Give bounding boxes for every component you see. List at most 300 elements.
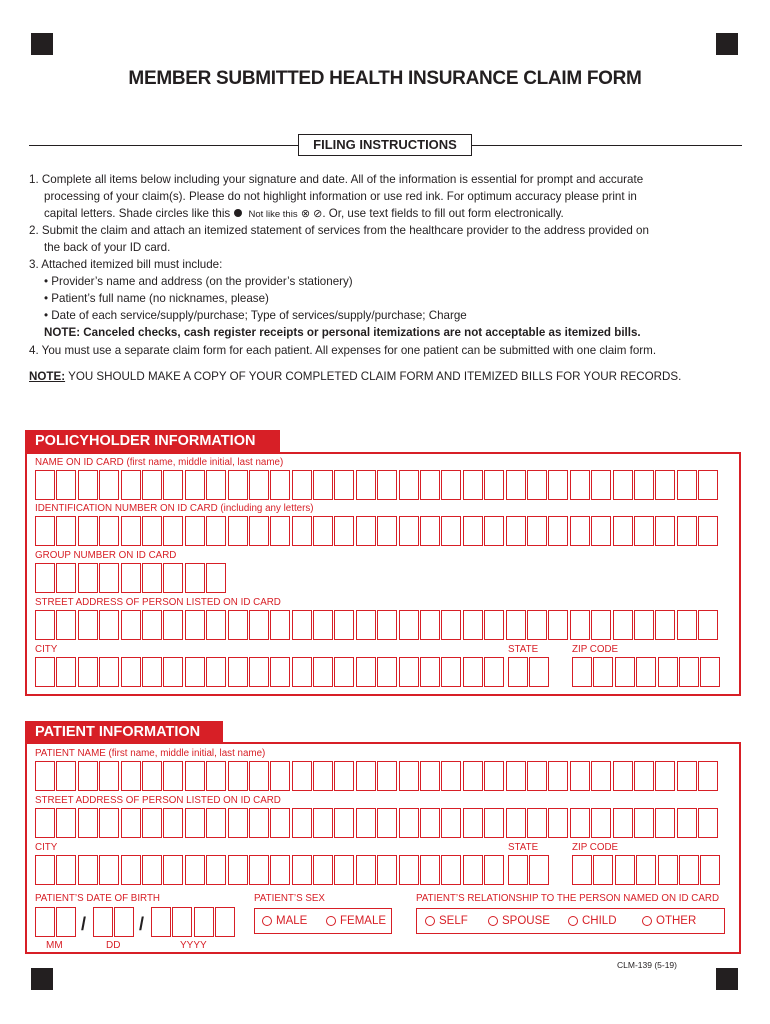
char-box[interactable] — [548, 761, 568, 791]
char-box[interactable] — [35, 808, 55, 838]
ph-group-field[interactable] — [35, 563, 228, 593]
radio-circle-icon — [425, 916, 435, 926]
char-box[interactable] — [249, 657, 269, 687]
child-label: CHILD — [582, 915, 617, 927]
char-box[interactable] — [356, 761, 376, 791]
char-box[interactable] — [56, 855, 76, 885]
form-code: CLM-139 (5-19) — [617, 960, 677, 970]
char-box[interactable] — [249, 610, 269, 640]
char-box[interactable] — [142, 563, 162, 593]
char-box[interactable] — [228, 610, 248, 640]
char-box[interactable] — [463, 470, 483, 500]
char-box[interactable] — [591, 516, 611, 546]
char-box[interactable] — [78, 761, 98, 791]
sex-female-radio[interactable] — [326, 915, 386, 928]
instruction-1c-post: . Or, use text fields to fill out form electronically. — [322, 207, 564, 220]
char-box[interactable] — [163, 855, 183, 885]
char-box[interactable] — [228, 855, 248, 885]
char-box[interactable] — [484, 808, 504, 838]
pt-city-field[interactable] — [35, 855, 506, 885]
char-box[interactable] — [163, 610, 183, 640]
char-box[interactable] — [56, 907, 76, 937]
char-box[interactable] — [636, 657, 656, 687]
char-box[interactable] — [78, 610, 98, 640]
char-box[interactable] — [206, 563, 226, 593]
ph-state-label: STATE — [508, 644, 539, 655]
char-box[interactable] — [99, 563, 119, 593]
char-box[interactable] — [313, 470, 333, 500]
pt-street-field[interactable] — [35, 808, 720, 838]
ph-group-label: GROUP NUMBER ON ID CARD — [35, 550, 177, 561]
pt-name-field[interactable] — [35, 761, 720, 791]
char-box[interactable] — [441, 761, 461, 791]
char-box[interactable] — [356, 516, 376, 546]
char-box[interactable] — [677, 516, 697, 546]
char-box[interactable] — [698, 808, 718, 838]
char-box[interactable] — [698, 516, 718, 546]
char-box[interactable] — [121, 563, 141, 593]
pt-sex-label: PATIENT’S SEX — [254, 893, 325, 904]
instruction-1c-pre: capital letters. Shade circles like this — [44, 207, 231, 220]
ph-state-field[interactable] — [508, 657, 551, 687]
char-box[interactable] — [270, 610, 290, 640]
char-box[interactable] — [142, 657, 162, 687]
pt-dob-month-field[interactable] — [35, 907, 78, 937]
char-box[interactable] — [441, 808, 461, 838]
char-box[interactable] — [334, 470, 354, 500]
sex-male-radio[interactable] — [262, 915, 307, 928]
char-box[interactable] — [572, 657, 592, 687]
form-title: MEMBER SUBMITTED HEALTH INSURANCE CLAIM FORM — [128, 68, 642, 89]
char-box[interactable] — [185, 563, 205, 593]
char-box[interactable] — [399, 610, 419, 640]
char-box[interactable] — [484, 657, 504, 687]
char-box[interactable] — [35, 855, 55, 885]
char-box[interactable] — [56, 516, 76, 546]
char-box[interactable] — [506, 470, 526, 500]
char-box[interactable] — [163, 761, 183, 791]
char-box[interactable] — [463, 610, 483, 640]
pt-state-field[interactable] — [508, 855, 551, 885]
char-box[interactable] — [185, 808, 205, 838]
char-box[interactable] — [121, 808, 141, 838]
pt-city-label: CITY — [35, 842, 58, 853]
char-box[interactable] — [313, 610, 333, 640]
char-box[interactable] — [206, 470, 226, 500]
char-box[interactable] — [142, 808, 162, 838]
char-box[interactable] — [356, 657, 376, 687]
registration-mark-top-right — [716, 33, 738, 55]
char-box[interactable] — [570, 516, 590, 546]
char-box[interactable] — [142, 761, 162, 791]
pt-dob-year-field[interactable] — [151, 907, 237, 937]
char-box[interactable] — [334, 657, 354, 687]
char-box[interactable] — [420, 516, 440, 546]
dob-separator-1: / — [81, 914, 87, 934]
char-box[interactable] — [206, 855, 226, 885]
char-box[interactable] — [35, 610, 55, 640]
char-box[interactable] — [613, 761, 633, 791]
char-box[interactable] — [698, 470, 718, 500]
char-box[interactable] — [677, 761, 697, 791]
char-box[interactable] — [206, 808, 226, 838]
male-label: MALE — [276, 915, 308, 927]
char-box[interactable] — [506, 761, 526, 791]
char-box[interactable] — [121, 657, 141, 687]
char-box[interactable] — [572, 855, 592, 885]
char-box[interactable] — [591, 470, 611, 500]
char-box[interactable] — [356, 470, 376, 500]
char-box[interactable] — [249, 516, 269, 546]
char-box[interactable] — [591, 610, 611, 640]
char-box[interactable] — [677, 610, 697, 640]
ph-zip-field[interactable] — [572, 657, 722, 687]
char-box[interactable] — [35, 563, 55, 593]
char-box[interactable] — [121, 761, 141, 791]
char-box[interactable] — [142, 610, 162, 640]
dob-yyyy-hint: YYYY — [180, 940, 207, 951]
char-box[interactable] — [99, 855, 119, 885]
instruction-2b: the back of your ID card. — [44, 241, 171, 254]
char-box[interactable] — [228, 808, 248, 838]
char-box[interactable] — [634, 808, 654, 838]
char-box[interactable] — [356, 610, 376, 640]
char-box[interactable] — [292, 855, 312, 885]
char-box[interactable] — [399, 470, 419, 500]
char-box[interactable] — [172, 907, 192, 937]
char-box[interactable] — [655, 470, 675, 500]
char-box[interactable] — [529, 657, 549, 687]
char-box[interactable] — [313, 516, 333, 546]
char-box[interactable] — [142, 516, 162, 546]
char-box[interactable] — [399, 761, 419, 791]
char-box[interactable] — [484, 610, 504, 640]
char-box[interactable] — [593, 657, 613, 687]
char-box[interactable] — [228, 516, 248, 546]
char-box[interactable] — [377, 657, 397, 687]
char-box[interactable] — [420, 657, 440, 687]
char-box[interactable] — [570, 470, 590, 500]
char-box[interactable] — [377, 761, 397, 791]
char-box[interactable] — [313, 657, 333, 687]
divider-left — [29, 145, 299, 146]
char-box[interactable] — [292, 516, 312, 546]
char-box[interactable] — [463, 516, 483, 546]
char-box[interactable] — [377, 516, 397, 546]
char-box[interactable] — [700, 657, 720, 687]
char-box[interactable] — [570, 610, 590, 640]
char-box[interactable] — [99, 470, 119, 500]
pt-dob-day-field[interactable] — [93, 907, 136, 937]
char-box[interactable] — [677, 808, 697, 838]
char-box[interactable] — [270, 808, 290, 838]
char-box[interactable] — [78, 808, 98, 838]
char-box[interactable] — [292, 470, 312, 500]
char-box[interactable] — [185, 610, 205, 640]
char-box[interactable] — [636, 855, 656, 885]
char-box[interactable] — [334, 855, 354, 885]
filled-circle-icon — [234, 209, 242, 217]
char-box[interactable] — [313, 761, 333, 791]
char-box[interactable] — [99, 610, 119, 640]
char-box[interactable] — [151, 907, 171, 937]
spouse-label: SPOUSE — [502, 915, 550, 927]
char-box[interactable] — [484, 761, 504, 791]
other-label: OTHER — [656, 915, 697, 927]
char-box[interactable] — [570, 761, 590, 791]
rel-other-radio[interactable] — [642, 915, 696, 928]
char-box[interactable] — [249, 470, 269, 500]
char-box[interactable] — [591, 808, 611, 838]
char-box[interactable] — [206, 761, 226, 791]
char-box[interactable] — [56, 610, 76, 640]
char-box[interactable] — [249, 855, 269, 885]
radio-circle-icon — [262, 916, 272, 926]
ph-street-field[interactable] — [35, 610, 720, 640]
char-box[interactable] — [270, 470, 290, 500]
char-box[interactable] — [548, 516, 568, 546]
char-box[interactable] — [163, 470, 183, 500]
char-box[interactable] — [121, 610, 141, 640]
char-box[interactable] — [527, 761, 547, 791]
char-box[interactable] — [634, 610, 654, 640]
char-box[interactable] — [78, 855, 98, 885]
ph-city-field[interactable] — [35, 657, 506, 687]
female-label: FEMALE — [340, 915, 387, 927]
char-box[interactable] — [484, 855, 504, 885]
char-box[interactable] — [56, 808, 76, 838]
char-box[interactable] — [529, 855, 549, 885]
char-box[interactable] — [78, 563, 98, 593]
char-box[interactable] — [399, 808, 419, 838]
char-box[interactable] — [441, 610, 461, 640]
char-box[interactable] — [163, 657, 183, 687]
char-box[interactable] — [185, 657, 205, 687]
char-box[interactable] — [249, 761, 269, 791]
char-box[interactable] — [35, 516, 55, 546]
char-box[interactable] — [99, 516, 119, 546]
char-box[interactable] — [613, 610, 633, 640]
char-box[interactable] — [334, 610, 354, 640]
char-box[interactable] — [356, 808, 376, 838]
char-box[interactable] — [698, 610, 718, 640]
char-box[interactable] — [334, 761, 354, 791]
char-box[interactable] — [463, 657, 483, 687]
char-box[interactable] — [441, 516, 461, 546]
char-box[interactable] — [56, 563, 76, 593]
char-box[interactable] — [163, 563, 183, 593]
char-box[interactable] — [441, 657, 461, 687]
char-box[interactable] — [78, 657, 98, 687]
char-box[interactable] — [527, 808, 547, 838]
char-box[interactable] — [527, 516, 547, 546]
char-box[interactable] — [441, 470, 461, 500]
char-box[interactable] — [548, 470, 568, 500]
char-box[interactable] — [313, 855, 333, 885]
instruction-4: 4. You must use a separate claim form for each patient. All expenses for one patient can be submitted with one claim form. — [29, 344, 657, 357]
char-box[interactable] — [249, 808, 269, 838]
char-box[interactable] — [484, 470, 504, 500]
char-box[interactable] — [228, 470, 248, 500]
ph-city-label: CITY — [35, 644, 58, 655]
char-box[interactable] — [420, 761, 440, 791]
char-box[interactable] — [35, 907, 55, 937]
instruction-1c-not: Not like this — [248, 209, 298, 220]
pt-dob-label: PATIENT’S DATE OF BIRTH — [35, 893, 161, 904]
char-box[interactable] — [99, 657, 119, 687]
char-box[interactable] — [114, 907, 134, 937]
char-box[interactable] — [99, 808, 119, 838]
char-box[interactable] — [655, 808, 675, 838]
char-box[interactable] — [56, 761, 76, 791]
char-box[interactable] — [698, 761, 718, 791]
char-box[interactable] — [78, 470, 98, 500]
registration-mark-top-left — [31, 33, 53, 55]
char-box[interactable] — [634, 516, 654, 546]
char-box[interactable] — [93, 907, 113, 937]
registration-mark-bottom-right — [716, 968, 738, 990]
char-box[interactable] — [78, 516, 98, 546]
char-box[interactable] — [270, 855, 290, 885]
char-box[interactable] — [615, 855, 635, 885]
char-box[interactable] — [35, 761, 55, 791]
rel-child-radio[interactable] — [568, 915, 617, 928]
char-box[interactable] — [399, 657, 419, 687]
char-box[interactable] — [163, 808, 183, 838]
dob-mm-hint: MM — [46, 940, 63, 951]
char-box[interactable] — [292, 808, 312, 838]
char-box[interactable] — [591, 761, 611, 791]
char-box[interactable] — [613, 516, 633, 546]
instruction-bullet-1: • Provider’s name and address (on the provider’s stationery) — [44, 275, 353, 288]
radio-circle-icon — [488, 916, 498, 926]
char-box[interactable] — [356, 855, 376, 885]
char-box[interactable] — [121, 516, 141, 546]
char-box[interactable] — [527, 610, 547, 640]
char-box[interactable] — [613, 808, 633, 838]
char-box[interactable] — [658, 657, 678, 687]
char-box[interactable] — [506, 516, 526, 546]
instruction-1a: 1. Complete all items below including your signature and date. All of the information is essential for prompt and accurate — [29, 173, 644, 186]
char-box[interactable] — [463, 761, 483, 791]
rel-spouse-radio[interactable] — [488, 915, 550, 928]
char-box[interactable] — [527, 470, 547, 500]
char-box[interactable] — [634, 470, 654, 500]
char-box[interactable] — [163, 516, 183, 546]
char-box[interactable] — [420, 610, 440, 640]
char-box[interactable] — [677, 470, 697, 500]
char-box[interactable] — [56, 470, 76, 500]
char-box[interactable] — [377, 855, 397, 885]
filing-instructions-header: FILING INSTRUCTIONS — [298, 134, 472, 156]
char-box[interactable] — [270, 657, 290, 687]
ph-name-field[interactable] — [35, 470, 720, 500]
char-box[interactable] — [463, 808, 483, 838]
char-box[interactable] — [570, 808, 590, 838]
char-box[interactable] — [35, 470, 55, 500]
char-box[interactable] — [634, 761, 654, 791]
char-box[interactable] — [655, 610, 675, 640]
char-box[interactable] — [655, 761, 675, 791]
char-box[interactable] — [121, 855, 141, 885]
char-box[interactable] — [334, 808, 354, 838]
instruction-1b: processing of your claim(s). Please do not highlight information or use red ink. For optimum accuracy please print in — [44, 190, 637, 203]
char-box[interactable] — [292, 761, 312, 791]
char-box[interactable] — [377, 470, 397, 500]
char-box[interactable] — [142, 855, 162, 885]
char-box[interactable] — [206, 657, 226, 687]
char-box[interactable] — [548, 808, 568, 838]
char-box[interactable] — [377, 610, 397, 640]
char-box[interactable] — [613, 470, 633, 500]
char-box[interactable] — [206, 610, 226, 640]
char-box[interactable] — [700, 855, 720, 885]
char-box[interactable] — [185, 516, 205, 546]
char-box[interactable] — [655, 516, 675, 546]
char-box[interactable] — [399, 855, 419, 885]
self-label: SELF — [439, 915, 468, 927]
char-box[interactable] — [334, 516, 354, 546]
radio-circle-icon — [642, 916, 652, 926]
char-box[interactable] — [142, 470, 162, 500]
char-box[interactable] — [508, 855, 528, 885]
char-box[interactable] — [679, 657, 699, 687]
pt-name-label: PATIENT NAME (first name, middle initial, last name) — [35, 748, 266, 759]
char-box[interactable] — [420, 808, 440, 838]
char-box[interactable] — [377, 808, 397, 838]
char-box[interactable] — [399, 516, 419, 546]
char-box[interactable] — [121, 470, 141, 500]
char-box[interactable] — [506, 808, 526, 838]
char-box[interactable] — [185, 470, 205, 500]
char-box[interactable] — [194, 907, 214, 937]
char-box[interactable] — [185, 761, 205, 791]
char-box[interactable] — [270, 761, 290, 791]
char-box[interactable] — [185, 855, 205, 885]
char-box[interactable] — [463, 855, 483, 885]
char-box[interactable] — [506, 610, 526, 640]
char-box[interactable] — [292, 610, 312, 640]
char-box[interactable] — [228, 657, 248, 687]
ph-zip-label: ZIP CODE — [572, 644, 619, 655]
char-box[interactable] — [593, 855, 613, 885]
char-box[interactable] — [99, 761, 119, 791]
char-box[interactable] — [270, 516, 290, 546]
dob-dd-hint: DD — [106, 940, 121, 951]
char-box[interactable] — [420, 470, 440, 500]
char-box[interactable] — [441, 855, 461, 885]
char-box[interactable] — [484, 516, 504, 546]
char-box[interactable] — [206, 516, 226, 546]
char-box[interactable] — [658, 855, 678, 885]
instruction-note — [44, 324, 641, 341]
ph-id-field[interactable] — [35, 516, 720, 546]
char-box[interactable] — [420, 855, 440, 885]
char-box[interactable] — [313, 808, 333, 838]
char-box[interactable] — [679, 855, 699, 885]
char-box[interactable] — [228, 761, 248, 791]
char-box[interactable] — [56, 657, 76, 687]
char-box[interactable] — [292, 657, 312, 687]
char-box[interactable] — [548, 610, 568, 640]
char-box[interactable] — [508, 657, 528, 687]
char-box[interactable] — [35, 657, 55, 687]
rel-self-radio[interactable] — [425, 915, 468, 928]
char-box[interactable] — [615, 657, 635, 687]
pt-zip-field[interactable] — [572, 855, 722, 885]
copy-note-label: NOTE: — [29, 370, 66, 383]
char-box[interactable] — [215, 907, 235, 937]
